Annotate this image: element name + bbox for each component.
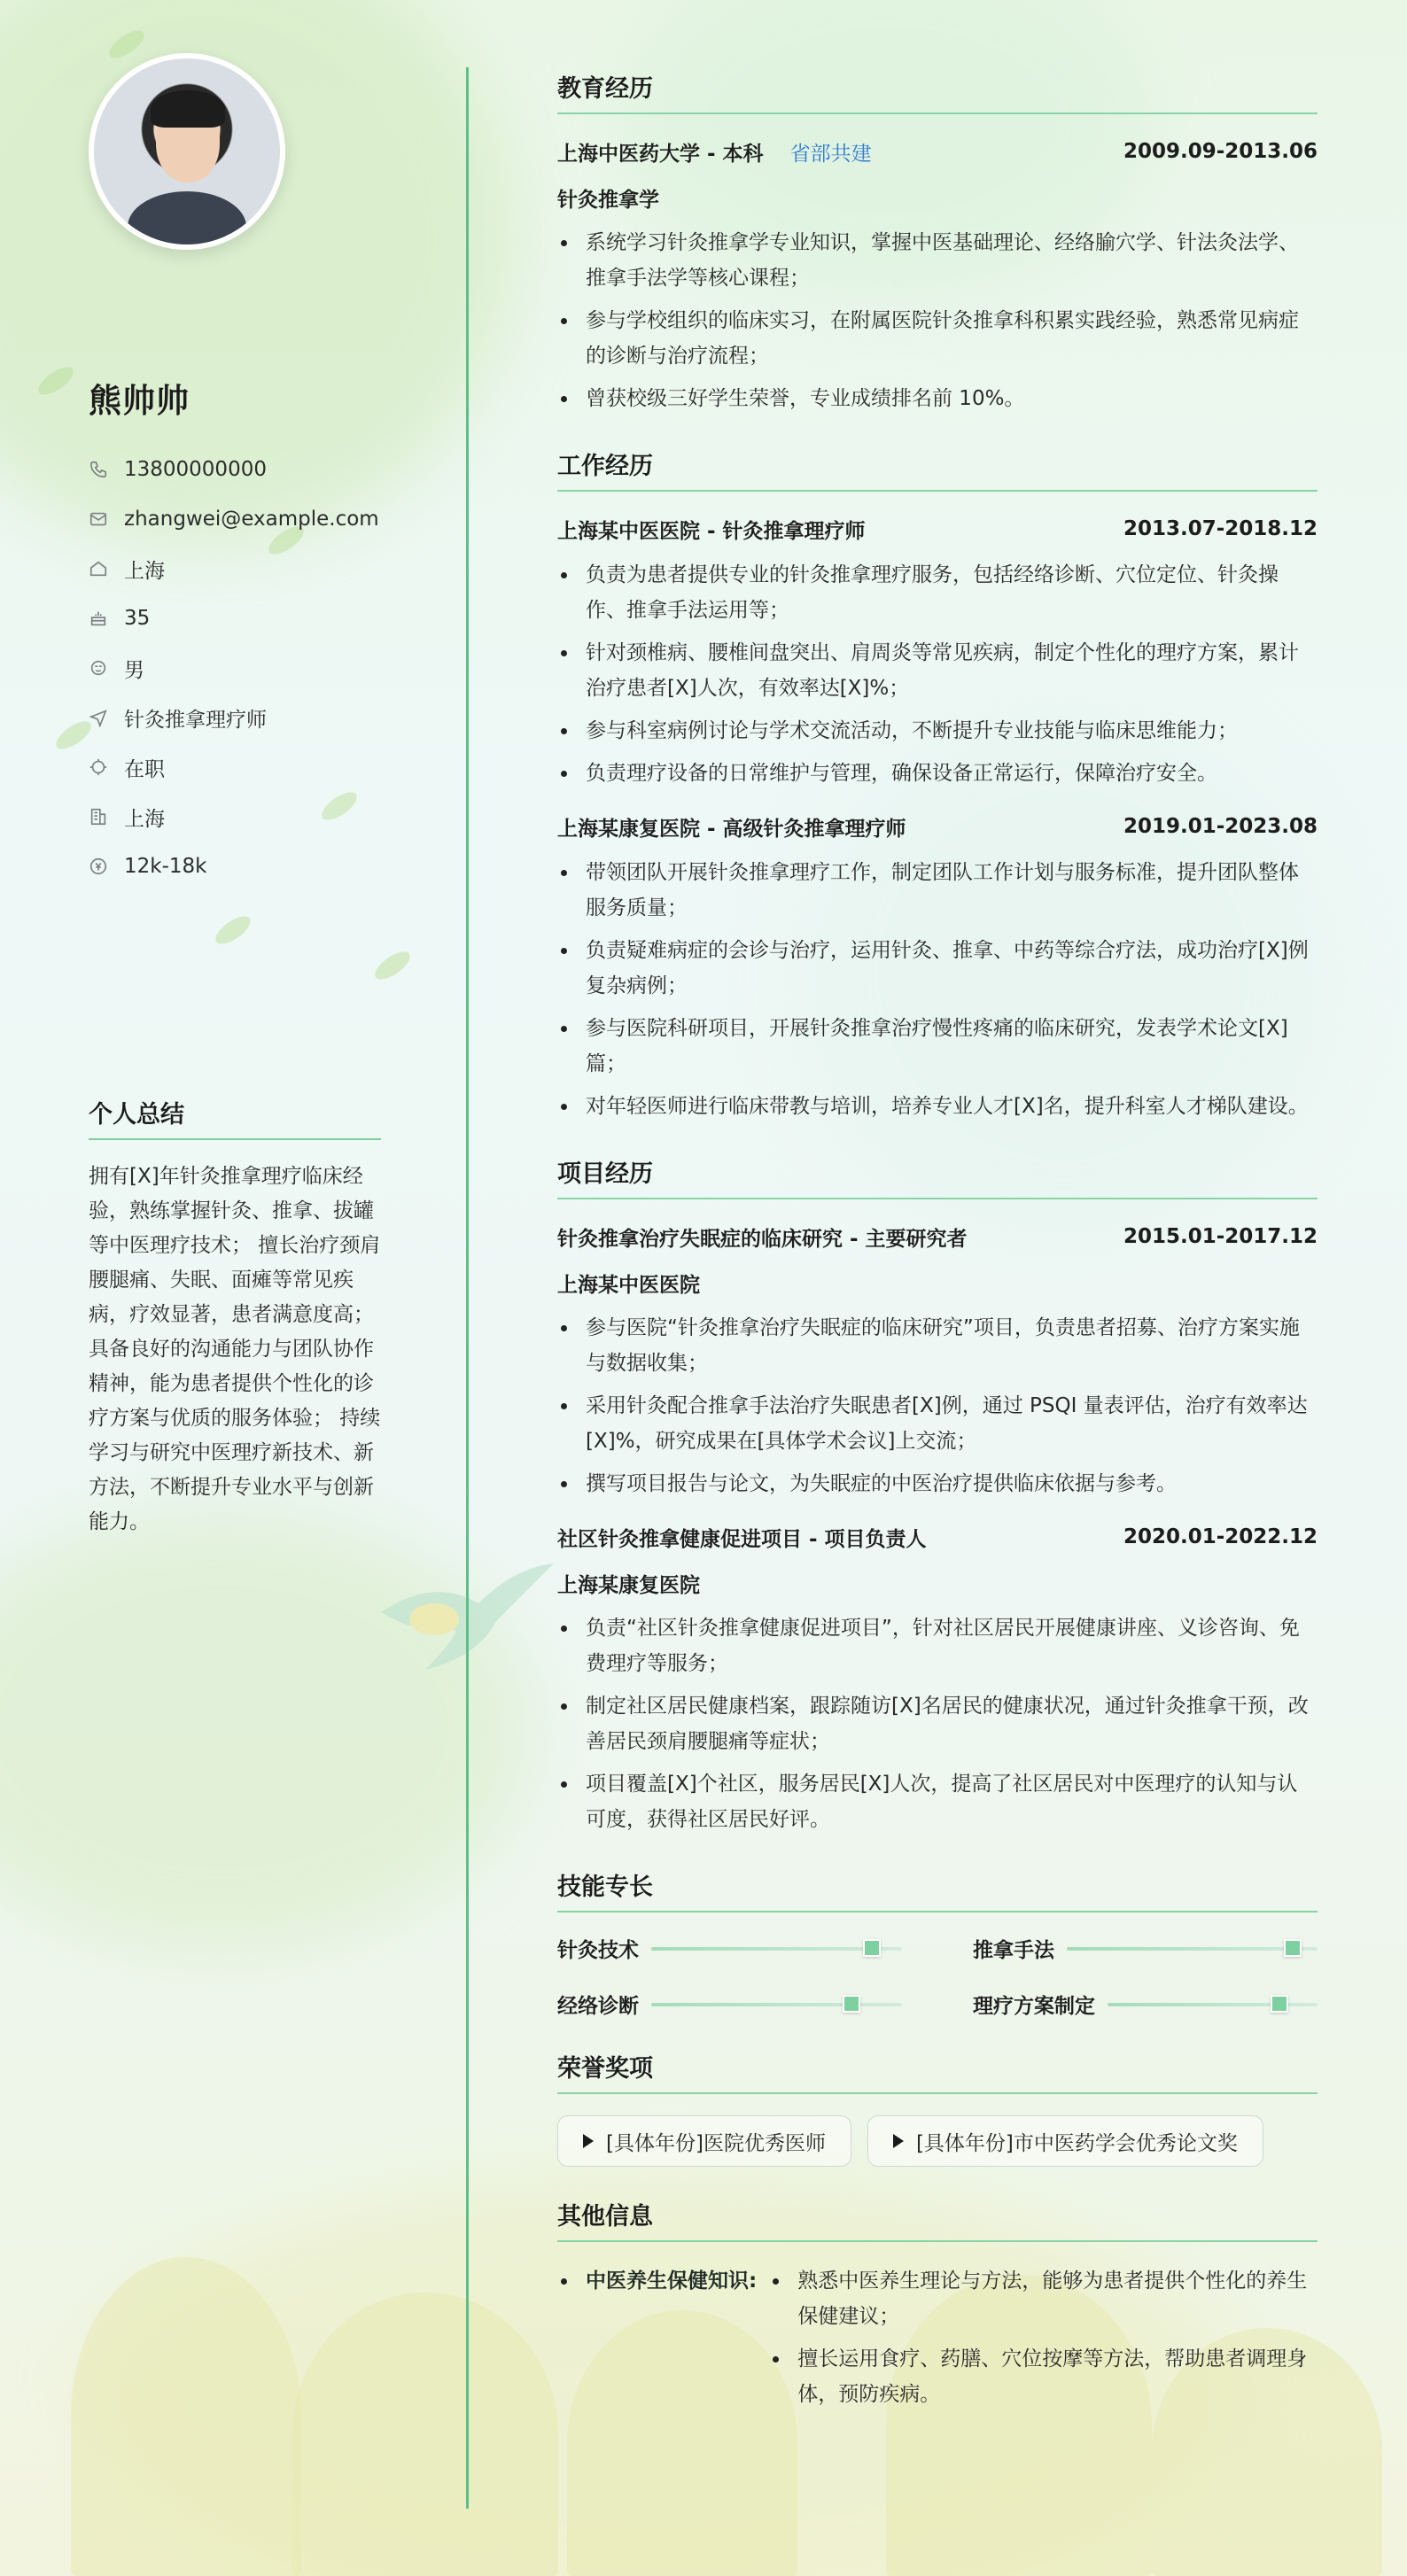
play-icon (893, 2134, 904, 2148)
skill-item (557, 1934, 902, 1963)
mail-icon (89, 509, 108, 529)
info-salary (89, 842, 381, 891)
work-entry (557, 513, 1318, 791)
project-entry (557, 1521, 1318, 1837)
education-section (557, 69, 1318, 416)
summary-title: 个人总结 (89, 1095, 381, 1140)
list-item: 负责理疗设备的日常维护与管理，确保设备正常运行，保障治疗安全。 (557, 756, 1318, 791)
salary-icon (89, 857, 108, 876)
list-item: 参与科室病例讨论与学术交流活动，不断提升专业技能与临床思维能力； (557, 713, 1318, 749)
list-item: 对年轻医师进行临床带教与培训，培养专业人才[X]名，提升科室人才梯队建设。 (557, 1089, 1318, 1124)
skill-label: 经络诊断 (557, 1995, 639, 2018)
list-item: 制定社区居民健康档案，跟踪随访[X]名居民的健康状况，通过针灸推拿干预，改善居民颈肩腰腿痛等症状； (557, 1688, 1318, 1759)
info-email-text: zhangwei@example.com (124, 508, 379, 531)
list-item: 带领团队开展针灸推拿理疗工作，制定团队工作计划与服务标准，提升团队整体服务质量； (557, 855, 1318, 926)
sidebar (89, 53, 381, 1540)
education-header (557, 136, 1318, 167)
skill-item (557, 1990, 902, 2019)
info-email (89, 494, 381, 544)
work-entry (557, 811, 1318, 1124)
info-phone-text: 13800000000 (124, 458, 267, 481)
list-item: 负责“社区针灸推拿健康促进项目”，针对社区居民开展健康讲座、义诊咨询、免费理疗等服务； (557, 1610, 1318, 1681)
education-bullets (557, 225, 1318, 416)
projects-section (557, 1154, 1318, 1837)
avatar (89, 53, 285, 250)
other-title: 其他信息 (557, 2197, 1318, 2242)
list-item: 负责为患者提供专业的针灸推拿理疗服务，包括经络诊断、穴位定位、针灸操作、推拿手法运用等； (557, 557, 1318, 628)
skill-bar (1067, 1947, 1318, 1951)
info-position-text: 针灸推拿理疗师 (124, 708, 267, 732)
award-item (867, 2115, 1263, 2167)
info-position (89, 693, 381, 742)
summary-section (89, 1095, 381, 1540)
project-date: 2020.01-2022.12 (1123, 1525, 1318, 1548)
skill-label: 理疗方案制定 (973, 1995, 1095, 2018)
skill-bar (1108, 2003, 1318, 2006)
project-entry (557, 1221, 1318, 1501)
skill-label: 推拿手法 (973, 1939, 1054, 1962)
list-item: 熟悉中医养生理论与方法，能够为患者提供个性化的养生保健建议； (769, 2263, 1318, 2334)
work-heading: 上海某中医医院 - 针灸推拿理疗师 (557, 519, 866, 543)
education-title: 教育经历 (557, 69, 1318, 114)
info-status (89, 742, 381, 792)
info-salary-text: 12k-18k (124, 855, 207, 878)
main-content (557, 69, 1318, 2449)
skill-item (973, 1934, 1318, 1963)
other-label: 中医养生保健知识: (557, 2263, 757, 2419)
work-section (557, 446, 1318, 1124)
home-icon (89, 559, 108, 578)
swallow-decoration (372, 1559, 558, 1674)
building-icon (89, 807, 108, 826)
phone-icon (89, 460, 108, 479)
list-item: 参与医院“针灸推拿治疗失眠症的临床研究”项目，负责患者招募、治疗方案实施与数据收集； (557, 1310, 1318, 1381)
info-city (89, 544, 381, 594)
skill-level-marker (863, 1939, 881, 1957)
list-item: 参与医院科研项目，开展针灸推拿治疗慢性疼痛的临床研究，发表学术论文[X]篇； (557, 1011, 1318, 1082)
skills-title: 技能专长 (557, 1867, 1318, 1913)
skill-label: 针灸技术 (557, 1939, 639, 1962)
project-org: 上海某康复医院 (557, 1574, 700, 1597)
honors-section (557, 2049, 1318, 2167)
project-heading: 社区针灸推拿健康促进项目 - 项目负责人 (557, 1527, 927, 1551)
contact-info-list (89, 445, 381, 891)
list-item: 负责疑难病症的会诊与治疗，运用针灸、推拿、中药等综合疗法，成功治疗[X]例复杂病例； (557, 933, 1318, 1004)
work-date: 2013.07-2018.12 (1123, 517, 1318, 540)
work-heading: 上海某康复医院 - 高级针灸推拿理疗师 (557, 817, 906, 841)
list-item: 参与学校组织的临床实习，在附属医院针灸推拿科积累实践经验，熟悉常见病症的诊断与治疗流程； (557, 303, 1318, 374)
work-title: 工作经历 (557, 446, 1318, 492)
skill-bar (651, 1947, 902, 1951)
award-item (557, 2115, 851, 2167)
info-age (89, 594, 381, 643)
awards-list (557, 2115, 1318, 2167)
status-icon (89, 757, 108, 777)
send-icon (89, 708, 108, 727)
list-item: 采用针灸配合推拿手法治疗失眠患者[X]例，通过 PSQI 量表评估，治疗有效率达[X]%，研究成果在[具体学术会议]上交流； (557, 1388, 1318, 1459)
info-gender-text: 男 (124, 658, 144, 682)
info-status-text: 在职 (124, 757, 165, 781)
info-work-city-text: 上海 (124, 807, 165, 831)
skills-section (557, 1867, 1318, 2019)
work-date: 2019.01-2023.08 (1123, 815, 1318, 838)
info-gender (89, 643, 381, 693)
list-item: 项目覆盖[X]个社区，服务居民[X]人次，提高了社区居民对中医理疗的认知与认可度，获得社区居民好评。 (557, 1766, 1318, 1837)
gender-icon (89, 658, 108, 678)
projects-title: 项目经历 (557, 1154, 1318, 1199)
column-divider (466, 67, 469, 2509)
award-text: [具体年份]市中医药学会优秀论文奖 (915, 2131, 1238, 2155)
list-item: 擅长运用食疗、药膳、穴位按摩等方法，帮助患者调理身体，预防疾病。 (769, 2341, 1318, 2412)
summary-text: 拥有[X]年针灸推拿理疗临床经验，熟练掌握针灸、推拿、拔罐等中医理疗技术； 擅长治疗颈肩腰腿痛、失眠、面瘫等常见疾病，疗效显著，患者满意度高； 具备良好的沟通能力与团队协作精神，能为患者提供个性化的诊疗方案与优质的服务体验； 持续学习与研究中医理疗新技术、新方法，不断提升专业水平与创新能力。 (89, 1165, 381, 1533)
project-heading: 针灸推拿治疗失眠症的临床研究 - 主要研究者 (557, 1227, 968, 1251)
skill-bar (651, 2003, 902, 2006)
education-school: 上海中医药大学 - 本科 (557, 142, 764, 166)
award-text: [具体年份]医院优秀医师 (606, 2131, 826, 2155)
info-work-city (89, 792, 381, 842)
education-tag: 省部共建 (789, 142, 872, 166)
project-org: 上海某中医医院 (557, 1274, 700, 1297)
project-date: 2015.01-2017.12 (1123, 1225, 1318, 1248)
other-section (557, 2197, 1318, 2419)
honors-title: 荣誉奖项 (557, 2049, 1318, 2094)
list-item: 系统学习针灸推拿学专业知识，掌握中医基础理论、经络腧穴学、针法灸法学、推拿手法学等核心课程； (557, 225, 1318, 296)
play-icon (583, 2134, 594, 2148)
person-name: 熊帅帅 (89, 382, 190, 420)
cake-icon (89, 609, 108, 628)
education-major: 针灸推拿学 (557, 189, 659, 212)
skills-grid (557, 1934, 1318, 2019)
skill-item (973, 1990, 1318, 2019)
info-city-text: 上海 (124, 559, 165, 583)
list-item: 撰写项目报告与论文，为失眠症的中医治疗提供临床依据与参考。 (557, 1466, 1318, 1501)
other-info (557, 2263, 1318, 2419)
education-date: 2009.09-2013.06 (1123, 140, 1318, 163)
skill-level-marker (1271, 1995, 1288, 2013)
info-age-text: 35 (124, 607, 151, 630)
info-phone (89, 445, 381, 494)
list-item: 针对颈椎病、腰椎间盘突出、肩周炎等常见疾病，制定个性化的理疗方案，累计治疗患者[X]人次，有效率达[X]%； (557, 635, 1318, 706)
list-item: 曾获校级三好学生荣誉，专业成绩排名前 10%。 (557, 381, 1318, 416)
skill-level-marker (843, 1995, 860, 2013)
skill-level-marker (1284, 1939, 1302, 1957)
